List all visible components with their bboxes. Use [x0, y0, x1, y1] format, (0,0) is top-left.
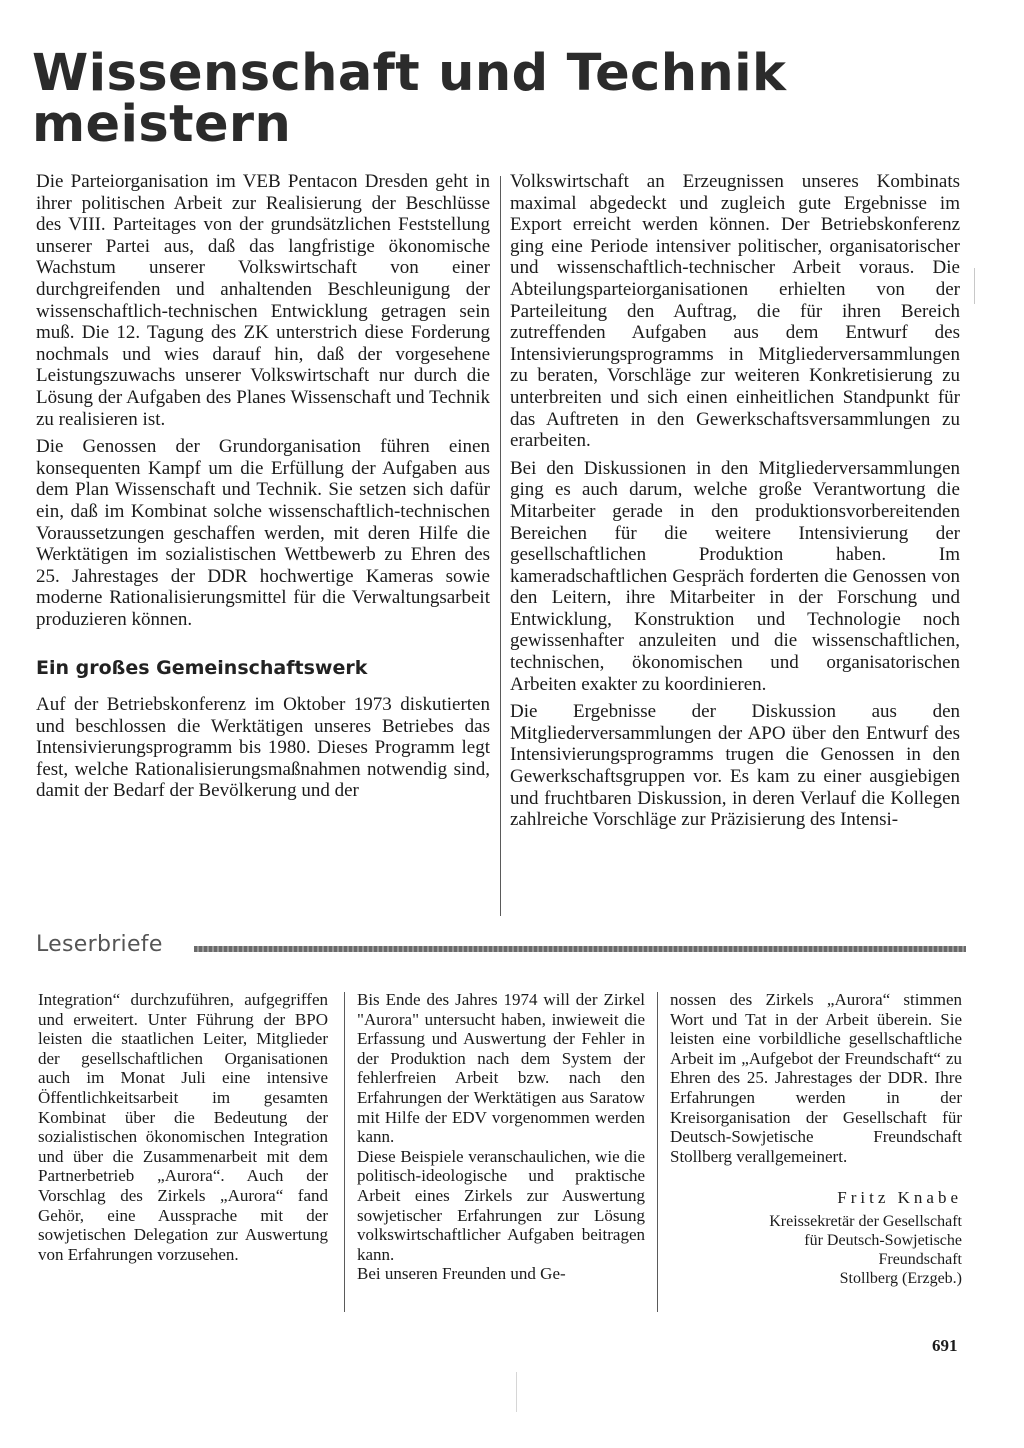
article-subheading: Ein großes Gemeinschaftswerk	[36, 657, 368, 680]
letter-paragraph-2: Bis Ende des Jahres 1974 will der Zirkel "Aurora" untersucht haben, inwieweit die Erfassung und Auswertung der Fehler in der Produktion nach dem System der fehlerfreien Arbeit bzw. nach den Erfahrungen der Werktätigen aus Saratow mit Hilfe der EDV vorgenommen werden kann.	[357, 990, 645, 1147]
article-paragraph-6: Die Ergebnisse der Diskussion aus den Mitgliederversammlungen der APO über den Entwurf des Intensivierungsprogramms trugen die Genossen in den Gewerkschaftsgruppen vor. Es kam zu einer ausgiebigen und fruchtbaren Diskussion, in deren Verlauf die Kollegen zahlreiche Vorschläge zur Präzisierung des Intensi-	[510, 701, 960, 831]
column-divider	[657, 992, 658, 1312]
section-header	[36, 932, 966, 966]
letter-paragraph-3: Diese Beispiele veranschaulichen, wie die politisch-ideologische und praktische Arbeit eines Zirkels zur Auswertung sowjetischer Erfahrungen zur Lösung volkswirtschaftlicher Aufgaben beitragen kann.	[357, 1146, 645, 1264]
letter-column-middle	[357, 990, 645, 1284]
article-paragraph-3: Auf der Betriebskonferenz im Oktober 1973 diskutierten und beschlossen die Werktätigen unseres Betriebes das Intensivierungsprogramm bis 1980. Dieses Programm legt fest, welche Rationalisierungsmaßnahmen notwendig sind, damit der Bedarf der Bevölkerung und der	[36, 694, 490, 802]
author-title-line-4: Stollberg (Erzgeb.)	[839, 1269, 962, 1287]
section-rule	[194, 946, 966, 952]
column-divider	[344, 992, 345, 1312]
article-title: Wissenschaft und Technik meistern	[32, 44, 787, 154]
margin-mark	[974, 268, 975, 304]
article-column-right	[510, 171, 960, 837]
letter-paragraph-1: Integration“ durchzuführen, aufgegriffen und erweitert. Unter Führung der BPO leisten die staatlichen Leiter, Mitglieder der gesellschaftlichen Organisationen auch im Monat Juli eine intensive Öffentlichkeitsarbeit im gesamten Kombinat über die Bedeutung der sozialistischen ökonomischen Integration und über die Zusammenarbeit mit dem Partnerbetrieb „Aurora“. Auch der Vorschlag des Zirkels „Aurora“ fand Gehör, eine Aussprache mit der sowjetischen Delegation zur Auswertung von Erfahrungen vorzusehen.	[38, 990, 328, 1264]
article-paragraph-4: Volkswirtschaft an Erzeugnissen unseres Kombinats maximal abgedeckt und zugleich gute Ergebnisse im Export erreicht werden können. Der Betriebskonferenz ging eine Periode intensiver politischer, organisatorischer und wissenschaftlich-technischer Arbeit voraus. Die Abteilungsparteiorganisationen erhielten von der Parteileitung den Auftrag, die für ihren Bereich zutreffenden Aufgaben aus dem Entwurf des Intensivierungsprogramms in Mitgliederversammlungen zu beraten, Vorschläge zur weiteren Konkretisierung zu unterbreiten und sich einen einheitlichen Standpunkt für das Auftreten in den Gewerkschaftsversammlungen zu erarbeiten.	[510, 171, 960, 452]
letter-column-left	[38, 990, 328, 1264]
letter-column-right	[670, 990, 962, 1288]
article-paragraph-1: Die Parteiorganisation im VEB Pentacon Dresden geht in ihrer politischen Arbeit zur Realisierung der Beschlüsse des VIII. Parteitages von der grundsätzlichen Feststellung unserer Partei aus, daß das langfristige ökonomische Wachstum unserer Volkswirtschaft von einer durchgreifenden und anhaltenden Beschleunigung der wissenschaftlich-technischen Entwicklung getragen sein muß. Die 12. Tagung des ZK unterstrich diese Forderung nochmals und wies darauf hin, daß der vorgesehene Leistungszuwachs unserer Volkswirtschaft nur durch die Lösung der Aufgaben des Planes Wissenschaft und Technik zu realisieren ist.	[36, 171, 490, 430]
page-number: 691	[932, 1336, 958, 1355]
author-name: Fritz Knabe	[837, 1188, 962, 1208]
author-title-line-1: Kreissekretär der Gesellschaft	[769, 1212, 962, 1230]
letter-paragraph-5: nossen des Zirkels „Aurora“ stimmen Wort und Tat in der Arbeit überein. Sie leisten eine vorbildliche gesellschaftliche Arbeit im „Aufgebot der Freundschaft“ zu Ehren des 25. Jahrestages der DDR. Ihre Erfahrungen werden in der Kreisorganisation der Gesellschaft für Deutsch-Sowjetische Freundschaft Stollberg verallgemeinert.	[670, 990, 962, 1166]
column-divider	[500, 176, 501, 916]
letter-paragraph-4: Bei unseren Freunden und Ge-	[357, 1264, 566, 1284]
article-paragraph-2: Die Genossen der Grundorganisation führen einen konsequenten Kampf um die Erfüllung der Aufgaben aus dem Plan Wissenschaft und Technik. Sie setzen sich dafür ein, daß im Kombinat solche wissenschaftlich-technischen Voraussetzungen geschaffen werden, mit deren Hilfe die Werktätigen im sozialistischen Wettbewerb zu Ehren des 25. Jahrestages der DDR hochwertige Kameras sowie moderne Rationalisierungsmittel für die Verwaltungsarbeit produzieren können.	[36, 436, 490, 630]
author-title-line-3: Freundschaft	[878, 1250, 962, 1268]
scan-mark	[516, 1372, 517, 1412]
article-paragraph-5: Bei den Diskussionen in den Mitgliederversammlungen ging es auch darum, welche große Verantwortung die Mitarbeiter gerade in den produktionsvorbereitenden Bereichen für die weitere Intensivierung der gesellschaftlichen Produktion haben. Im kameradschaftlichen Gespräch forderten die Genossen von den Leitern, ihre Mitarbeiter in der Forschung und Entwicklung, Konstruktion und Technologie noch gewissenhafter anzuleiten und die wissenschaftlichen, technischen, ökonomischen und organisatorischen Arbeiten exakter zu koordinieren.	[510, 457, 960, 695]
signature-block	[670, 1188, 962, 1288]
article-column-left	[36, 171, 490, 808]
section-label: Leserbriefe	[36, 932, 163, 957]
author-title-line-2: für Deutsch-Sowjetische	[804, 1231, 962, 1249]
